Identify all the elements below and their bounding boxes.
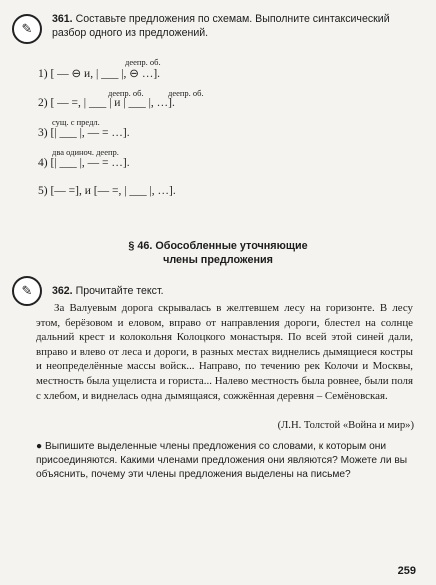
- page-number: 259: [397, 565, 416, 577]
- annotation-deeprob-2b: деепр. об.: [168, 88, 204, 98]
- task-362-title: Прочитайте текст.: [75, 285, 164, 297]
- section-title-line-1: § 46. Обособленные уточняющие: [128, 240, 308, 252]
- task-362-number: 362.: [52, 285, 73, 297]
- text-source: (Л.Н. Толстой «Война и мир»): [277, 420, 414, 431]
- task-icon: ✎: [12, 276, 42, 306]
- annotation-deeprob-2a: деепр. об.: [108, 88, 144, 98]
- bullet-icon: ●: [36, 441, 45, 452]
- scheme-3: 3) [| ___ |, — = …].: [38, 127, 130, 139]
- annotation-dva: два одиноч. деепр.: [52, 147, 119, 157]
- task-362-heading: [52, 284, 164, 298]
- task-icon: ✎: [12, 14, 42, 44]
- task-361-heading: [52, 12, 424, 40]
- task-361-title: Составьте предложения по схемам. Выполните синтаксический разбор одного из предложений.: [52, 13, 390, 39]
- section-title-line-2: члены предложения: [163, 254, 273, 266]
- scheme-4: 4) [| ___ |, — = …].: [38, 157, 130, 169]
- task-362-question: [36, 440, 418, 481]
- annotation-susch: сущ. с предл.: [52, 117, 100, 127]
- question-text: Выпишите выделенные члены предложения со словами, к которым они присоединяются. Какими членами предложения они являются? Можете ли вы объяснить, почему эти члены предложения выделены на письме?: [36, 441, 408, 480]
- scheme-1: 1) [ — ⊖ и, | ___ |, ⊖ …].: [38, 68, 161, 80]
- task-361-number: 361.: [52, 13, 73, 25]
- scheme-5: 5) [— =], и [— =, | ___ |, …].: [38, 185, 176, 197]
- scheme-2: 2) [ — =, | ___ | и | ___ |, …].: [38, 97, 175, 109]
- reading-text: За Валуевым дорога скрывалась в желтевшем лесу на горизонте. В лесу этом, берёзовом и еловом, вправо от направления дороги, блестел на солнце дальний крест и колокольня Колоцкого монастыря. По всей этой синей дали, вправо и влево от леса и дороги, в разных местах виднелись дымящиеся костры и неопределённые массы войск... Направо, по течению рек Колочи и Москвы, местность была ущелиста и гориста... Налево местность была ровнее, были поля с хлебом, и виднелась одна дымящаяся, сожжённая деревня – Семёновская.: [36, 302, 413, 402]
- annotation-deeprob-1: деепр. об.: [125, 57, 161, 67]
